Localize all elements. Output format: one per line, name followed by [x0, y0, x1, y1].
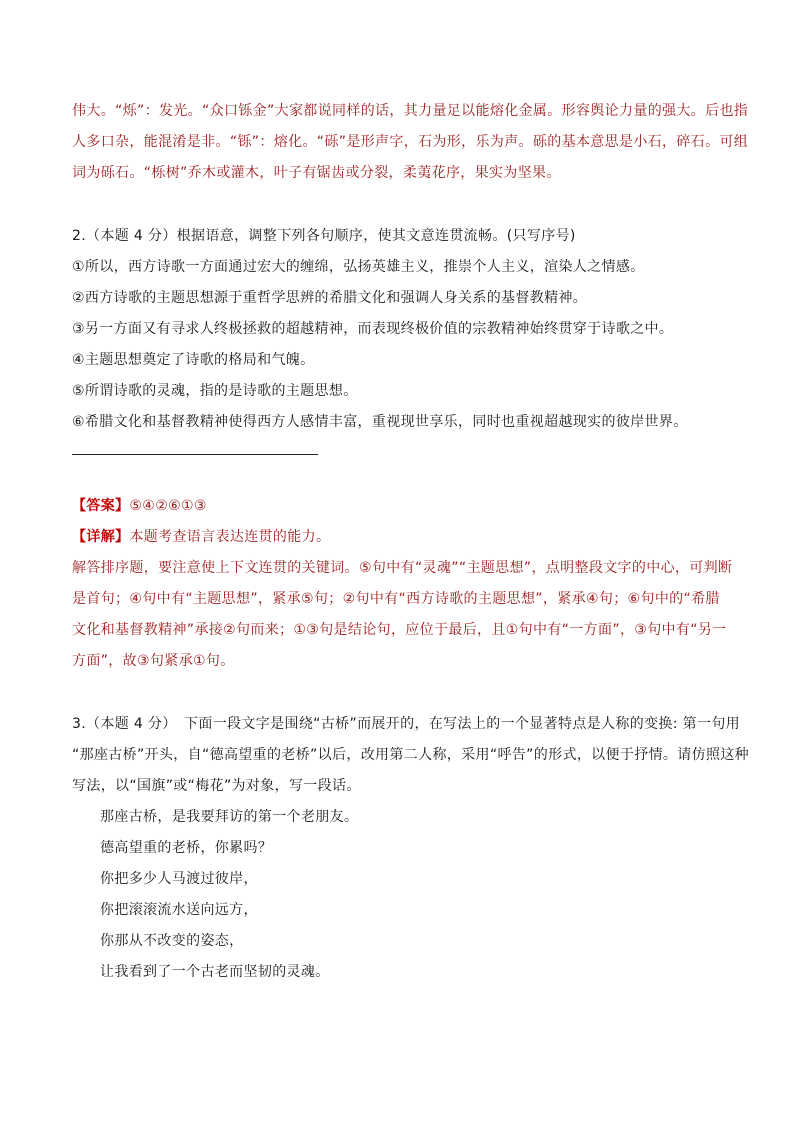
sentence-item: ②西方诗歌的主题思想源于重哲学思辨的希腊文化和强调人身关系的基督教精神。	[72, 290, 588, 306]
explanation-line: 人多口杂，能混淆是非。“铄”：熔化。“砾”是形声字，石为形，乐为声。砾的基本意思是小石，碎石。可组	[72, 134, 749, 150]
sentence-item: ⑤所谓诗歌的灵魂，指的是诗歌的主题思想。	[72, 383, 358, 399]
question-2	[72, 221, 733, 677]
document-page	[72, 96, 750, 988]
poem-line: 你那从不改变的姿态，	[100, 933, 244, 949]
answer-blank-line	[72, 454, 318, 455]
answer-label: 【答案】	[72, 498, 130, 514]
poem-line: 你把多少人马渡过彼岸，	[100, 871, 258, 887]
explanation-line: 词为砾石。“栎树”乔木或灌木，叶子有锯齿或分裂，柔荑花序，果实为坚果。	[72, 165, 561, 181]
detail-row	[72, 522, 724, 553]
question-stem: 2.（本题 4 分）根据语意，调整下列各句顺序，使其文意连贯流畅。(只写序号)	[72, 228, 576, 244]
sentence-item: ①所以，西方诗歌一方面通过宏大的缠绵，弘扬英雄主义，推崇个人主义，渲染人之情感。	[72, 259, 645, 275]
poem-line: 你把滚滚流水送向远方，	[100, 902, 258, 918]
poem-line: 德高望重的老桥，你累吗？	[100, 840, 273, 856]
question-stem-line: 3.（本题 4 分） 下面一段文字是围绕“古桥”而展开的，在写法上的一个显著特点是人称的变换: 第一句用	[72, 716, 741, 732]
poem-line: 让我看到了一个古老而坚韧的灵魂。	[100, 964, 330, 980]
poem-line: 那座古桥，是我要拜访的第一个老朋友。	[100, 809, 359, 825]
detail-label: 【详解】	[72, 529, 130, 545]
detail-line: 方面”，故③句紧承①句。	[72, 653, 235, 669]
explanation-line: 伟大。“烁”：发光。“众口铄金”大家都说同样的话，其力量足以能熔化金属。形容舆论力量的强大。后也指	[72, 103, 749, 119]
detail-first: 本题考查语言表达连贯的能力。	[129, 529, 331, 545]
detail-line: 解答排序题，要注意使上下文连贯的关键词。⑤句中有“灵魂”“主题思想”，点明整段文字的中心，可判断	[72, 560, 733, 576]
answer-value: ⑤④②⑥①③	[129, 498, 207, 514]
sentence-item: ④主题思想奠定了诗歌的格局和气魄。	[72, 352, 315, 368]
sentence-item: ③另一方面又有寻求人终极拯救的超越精神，而表现终极价值的宗教精神始终贯穿于诗歌之中。	[72, 321, 674, 337]
question-stem-line: 写法，以“国旗”或“梅花”为对象，写一段话。	[72, 778, 361, 794]
detail-line: 文化和基督教精神”承接②句而来；①③句是结论句，应位于最后，且①句中有“一方面”，③句中有“另一	[72, 622, 727, 638]
previous-explanation	[72, 96, 749, 189]
question-3	[72, 709, 750, 988]
answer-row	[72, 491, 724, 522]
sentence-item: ⑥希腊文化和基督教精神使得西方人感情丰富，重视现世享乐，同时也重视超越现实的彼岸世界。	[72, 414, 688, 430]
detail-line: 是首句；④句中有“主题思想”，紧承⑤句；②句中有“西方诗歌的主题思想”，紧承④句；⑥句中的“希腊	[72, 591, 720, 607]
question-stem-line: “那座古桥”开头，自“德高望重的老桥”以后，改用第二人称，采用“呼告”的形式，以便于抒情。请仿照这种	[72, 747, 750, 763]
